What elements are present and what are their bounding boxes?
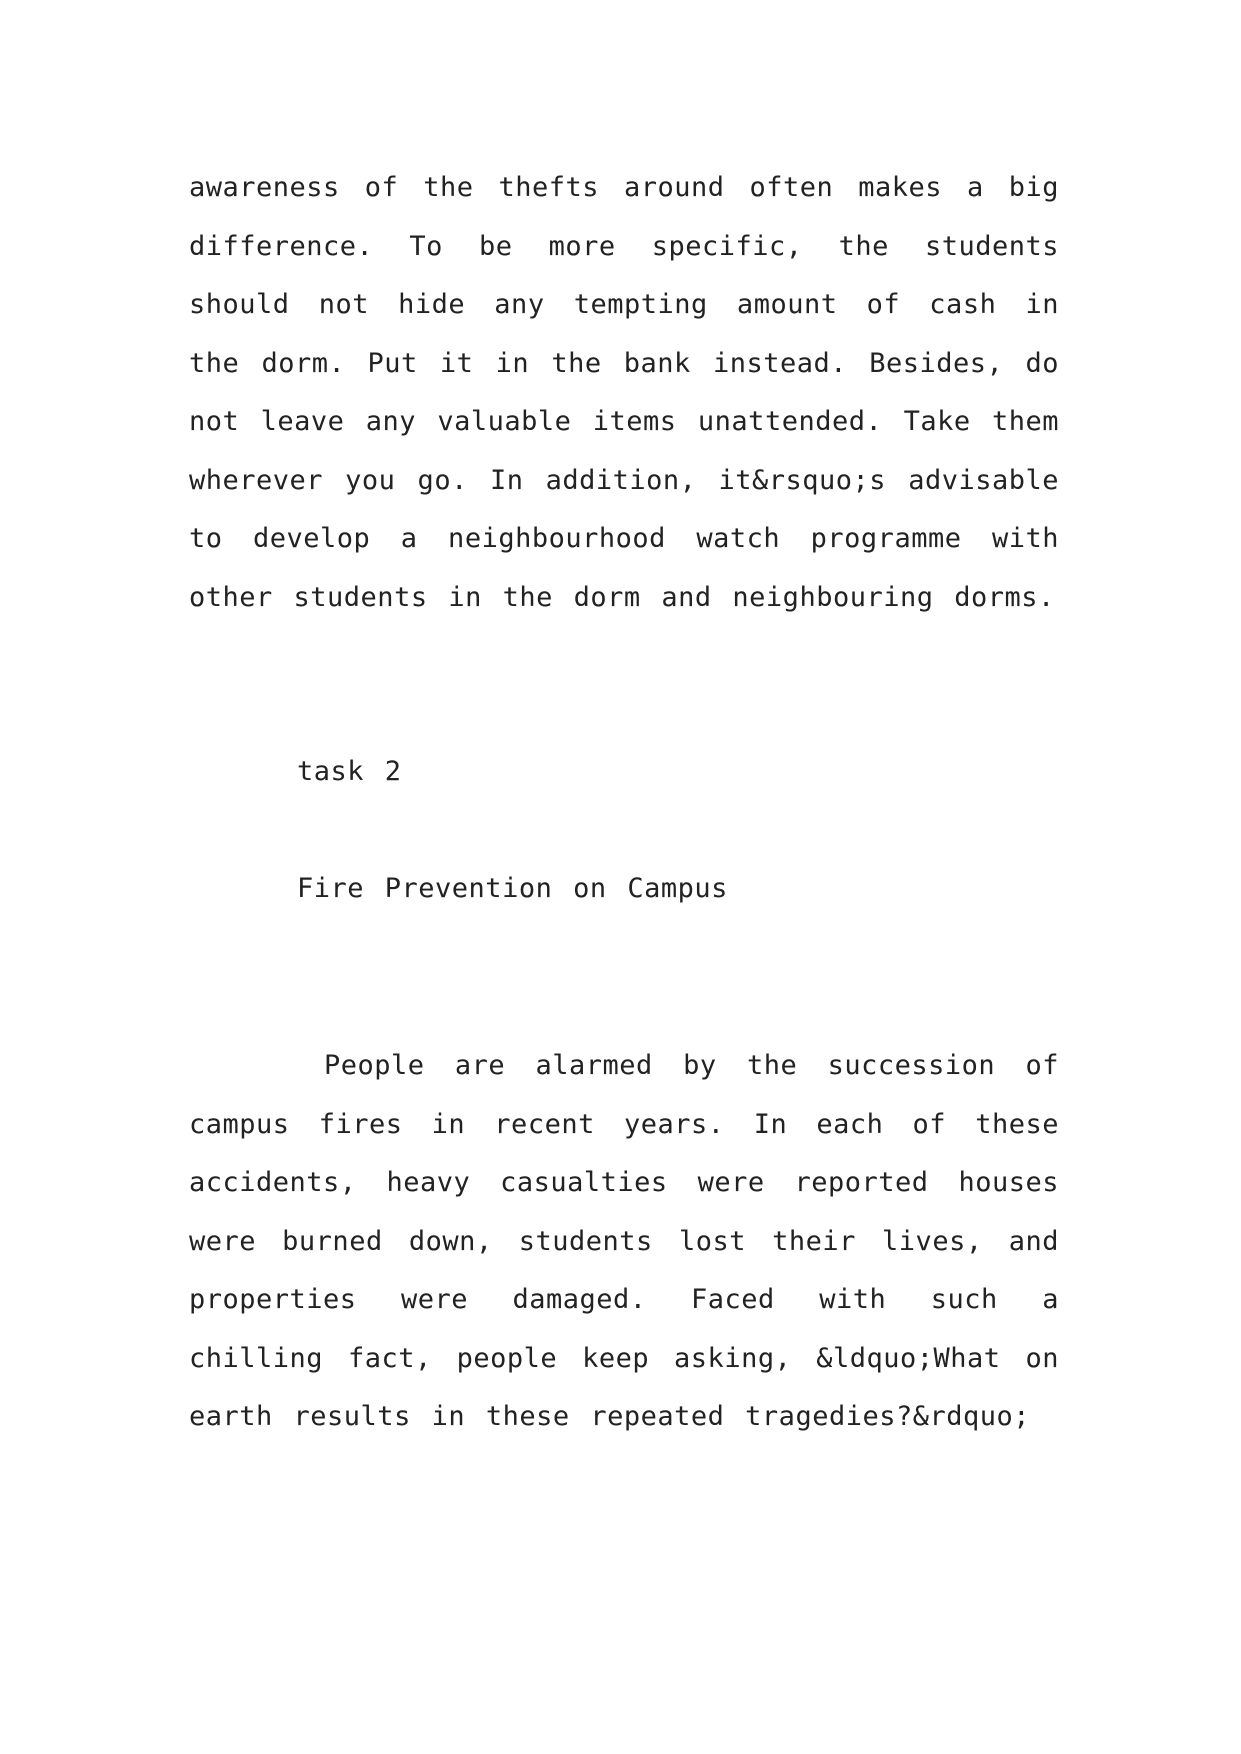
- task-label: task 2: [297, 756, 402, 787]
- paragraph-fire-prevention: People are alarmed by the succession of campus fires in recent years. In each of these accidents, heavy casualties were reported houses were burned down, students lost their lives, and properties were damaged. Faced with such a chilling fact, people keep asking, &ldquo;What on earth results in these repeated tragedies?&rdquo;: [189, 1050, 1059, 1432]
- section-title: Fire Prevention on Campus: [297, 873, 728, 904]
- paragraph-theft-awareness: awareness of the thefts around often makes a big difference. To be more specific, the students should not hide any tempting amount of cash in the dorm. Put it in the bank instead. Besides, do not leave any valuable items unattended. Take them wherever you go. In addition, it&rsquo;s advisable to develop a neighbourhood watch programme with other students in the dorm and neighbouring dorms.: [189, 172, 1059, 613]
